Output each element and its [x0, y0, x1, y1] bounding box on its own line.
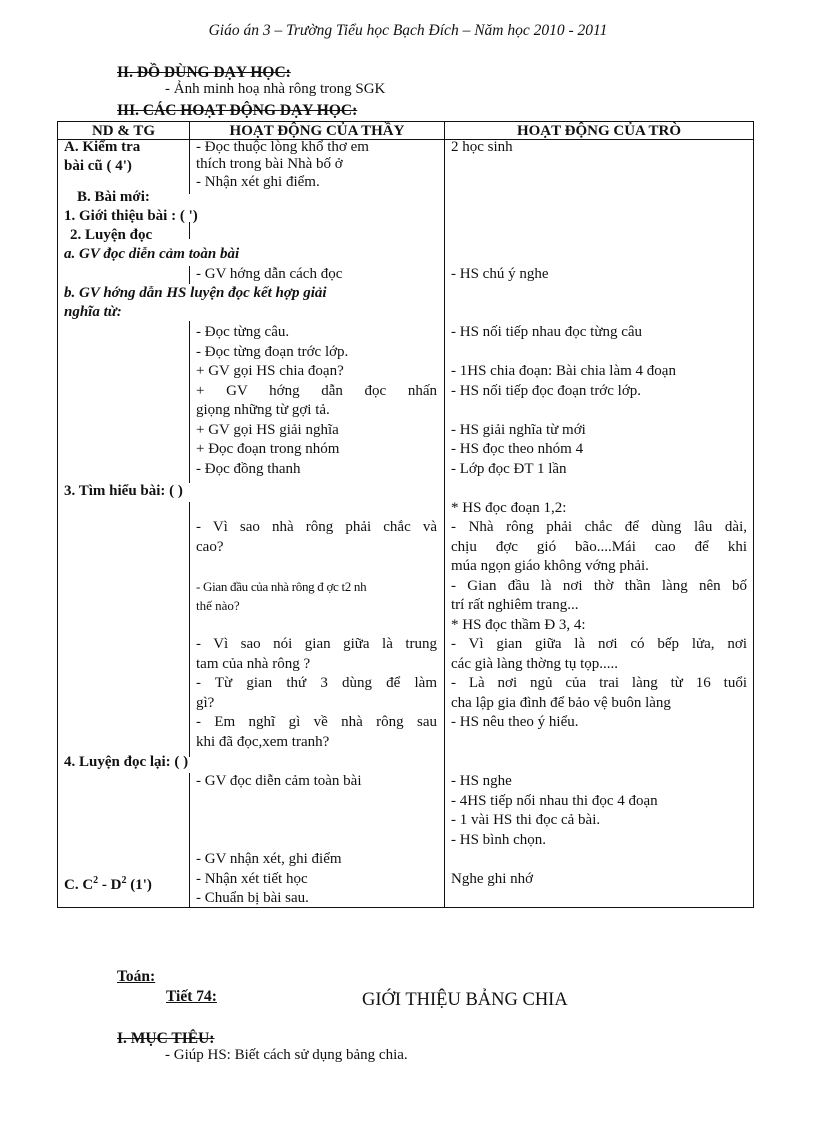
- left-bai-moi: B. Bài mới:: [77, 189, 150, 205]
- teacher-line: + Đọc đoạn trong nhóm: [196, 441, 340, 457]
- left-kiem-tra-2: bài cũ ( 4'): [64, 158, 132, 174]
- student-line: - Là nơi ngủ của trai làng từ 16 tuổi: [451, 675, 747, 691]
- section-ii-item: - Ảnh minh hoạ nhà rông trong SGK: [165, 81, 386, 97]
- teacher-line: - Vì sao nói gian giữa là trung: [196, 636, 437, 652]
- teacher-line: - Đọc đồng thanh: [196, 461, 301, 477]
- student-line: - HS giải nghĩa từ mới: [451, 422, 586, 438]
- teacher-line: - Em nghĩ gì về nhà rông sau: [196, 714, 437, 730]
- student-line: - Lớp đọc ĐT 1 lần: [451, 461, 567, 477]
- student-line: - Gian đầu là nơi thờ thần làng nên bố: [451, 578, 747, 594]
- left-tim-hieu: 3. Tìm hiểu bài: ( ): [64, 483, 183, 499]
- student-line: - HS nối tiếp đọc đoạn trớc lớp.: [451, 383, 641, 399]
- teacher-line: - Đọc thuộc lòng khổ thơ em: [196, 139, 369, 155]
- teacher-line: - Từ gian thứ 3 dùng để làm: [196, 675, 437, 691]
- toan-label: Toán:: [117, 968, 156, 985]
- student-line: múa ngọn giáo không vớng phải.: [451, 558, 649, 574]
- page-header: Giáo án 3 – Trường Tiểu học Bạch Đích – Năm học 2010 - 2011: [208, 22, 608, 39]
- teacher-line: - GV hớng dẫn cách đọc: [196, 266, 343, 282]
- section-ii-title: II. ĐỒ DÙNG DẠY HỌC:: [117, 64, 291, 81]
- student-line: * HS đọc đoạn 1,2:: [451, 500, 567, 516]
- student-line: 2 học sinh: [451, 139, 513, 155]
- student-line: - HS nghe: [451, 773, 512, 789]
- lesson-title: GIỚI THIỆU BẢNG CHIA: [362, 990, 568, 1010]
- student-line: - 1 vài HS thi đọc cả bài.: [451, 812, 601, 828]
- left-cung-co: C. $C^2 - D^2$ (1'): [64, 875, 152, 893]
- teacher-line: + GV gọi HS chia đoạn?: [196, 363, 344, 379]
- student-line: Nghe ghi nhớ: [451, 871, 534, 887]
- muc-tieu-title: I. MỤC TIÊU:: [117, 1030, 215, 1047]
- student-line: - HS chú ý nghe: [451, 266, 549, 282]
- teacher-line: cao?: [196, 539, 224, 555]
- teacher-line: - Gian đầu của nhà rông đ ợc t2 nh: [196, 579, 367, 594]
- student-line: trí rất nghiêm trang...: [451, 597, 579, 613]
- left-gioi-thieu: 1. Giới thiệu bài : ( '): [64, 208, 198, 224]
- teacher-line: - GV đọc diễn cảm toàn bài: [196, 773, 362, 789]
- teacher-line: giọng những từ gợi tả.: [196, 402, 330, 418]
- teacher-line: - Đọc từng câu.: [196, 324, 290, 340]
- teacher-line: - Đọc từng đoạn trớc lớp.: [196, 344, 349, 360]
- student-line: - 1HS chia đoạn: Bài chia làm 4 đoạn: [451, 363, 676, 379]
- teacher-line: thế nào?: [196, 598, 240, 613]
- teacher-line: - Chuẩn bị bài sau.: [196, 890, 309, 906]
- student-line: * HS đọc thầm Đ 3, 4:: [451, 617, 586, 633]
- left-luyen-doc-lai: 4. Luyện đọc lại: ( ): [64, 754, 189, 770]
- header-hoat-dong-thay: HOẠT ĐỘNG CỦA THẦY: [229, 123, 405, 139]
- student-line: - HS nối tiếp nhau đọc từng câu: [451, 324, 643, 340]
- teacher-line: - Vì sao nhà rông phải chắc và: [196, 519, 437, 535]
- header-nd-tg: ND & TG: [91, 123, 156, 139]
- teacher-line: gì?: [196, 695, 215, 711]
- student-line: - 4HS tiếp nối nhau thi đọc 4 đoạn: [451, 793, 658, 809]
- student-line: chịu đợc gió bão....Mái cao để khi: [451, 539, 747, 555]
- student-line: - HS đọc theo nhóm 4: [451, 441, 584, 457]
- lesson-table: [57, 121, 754, 908]
- student-line: - HS nêu theo ý hiểu.: [451, 714, 579, 730]
- student-line: - HS bình chọn.: [451, 832, 546, 848]
- tiet-label: Tiết 74:: [166, 988, 217, 1005]
- teacher-line: + GV gọi HS giải nghĩa: [196, 422, 339, 438]
- student-line: cha lập gia đình để bảo vệ buôn làng: [451, 695, 671, 711]
- left-kiem-tra-1: A. Kiểm tra: [64, 139, 141, 155]
- left-gv-hd-1: b. GV hớng dẫn HS luyện đọc kết hợp giải: [64, 285, 327, 301]
- student-line: - Vì gian giữa là nơi có bếp lửa, nơi: [451, 636, 747, 652]
- teacher-line: - GV nhận xét, ghi điểm: [196, 851, 342, 867]
- teacher-line: - Nhận xét tiết học: [196, 871, 308, 887]
- muc-tieu-item: - Giúp HS: Biết cách sử dụng bảng chia.: [165, 1047, 408, 1063]
- teacher-line: khi đã đọc,xem tranh?: [196, 734, 330, 750]
- student-line: các già làng thờng tụ tọp.....: [451, 656, 619, 672]
- header-hoat-dong-tro: HOẠT ĐỘNG CỦA TRÒ: [516, 123, 682, 139]
- section-iii-title: III. CÁC HOẠT ĐỘNG DẠY HỌC:: [117, 102, 358, 119]
- left-luyen-doc: 2. Luyện đọc: [70, 227, 153, 243]
- left-gv-doc: a. GV đọc diễn cảm toàn bài: [64, 246, 240, 262]
- teacher-line: thích trong bài Nhà bố ở: [196, 156, 343, 172]
- left-gv-hd-2: nghĩa từ:: [64, 304, 122, 320]
- teacher-line: tam của nhà rông ?: [196, 656, 311, 672]
- student-line: - Nhà rông phải chắc để dùng lâu dài,: [451, 519, 747, 535]
- teacher-line: + GV hớng dẫn đọc nhấn: [196, 383, 437, 399]
- teacher-line: - Nhận xét ghi điểm.: [196, 174, 320, 190]
